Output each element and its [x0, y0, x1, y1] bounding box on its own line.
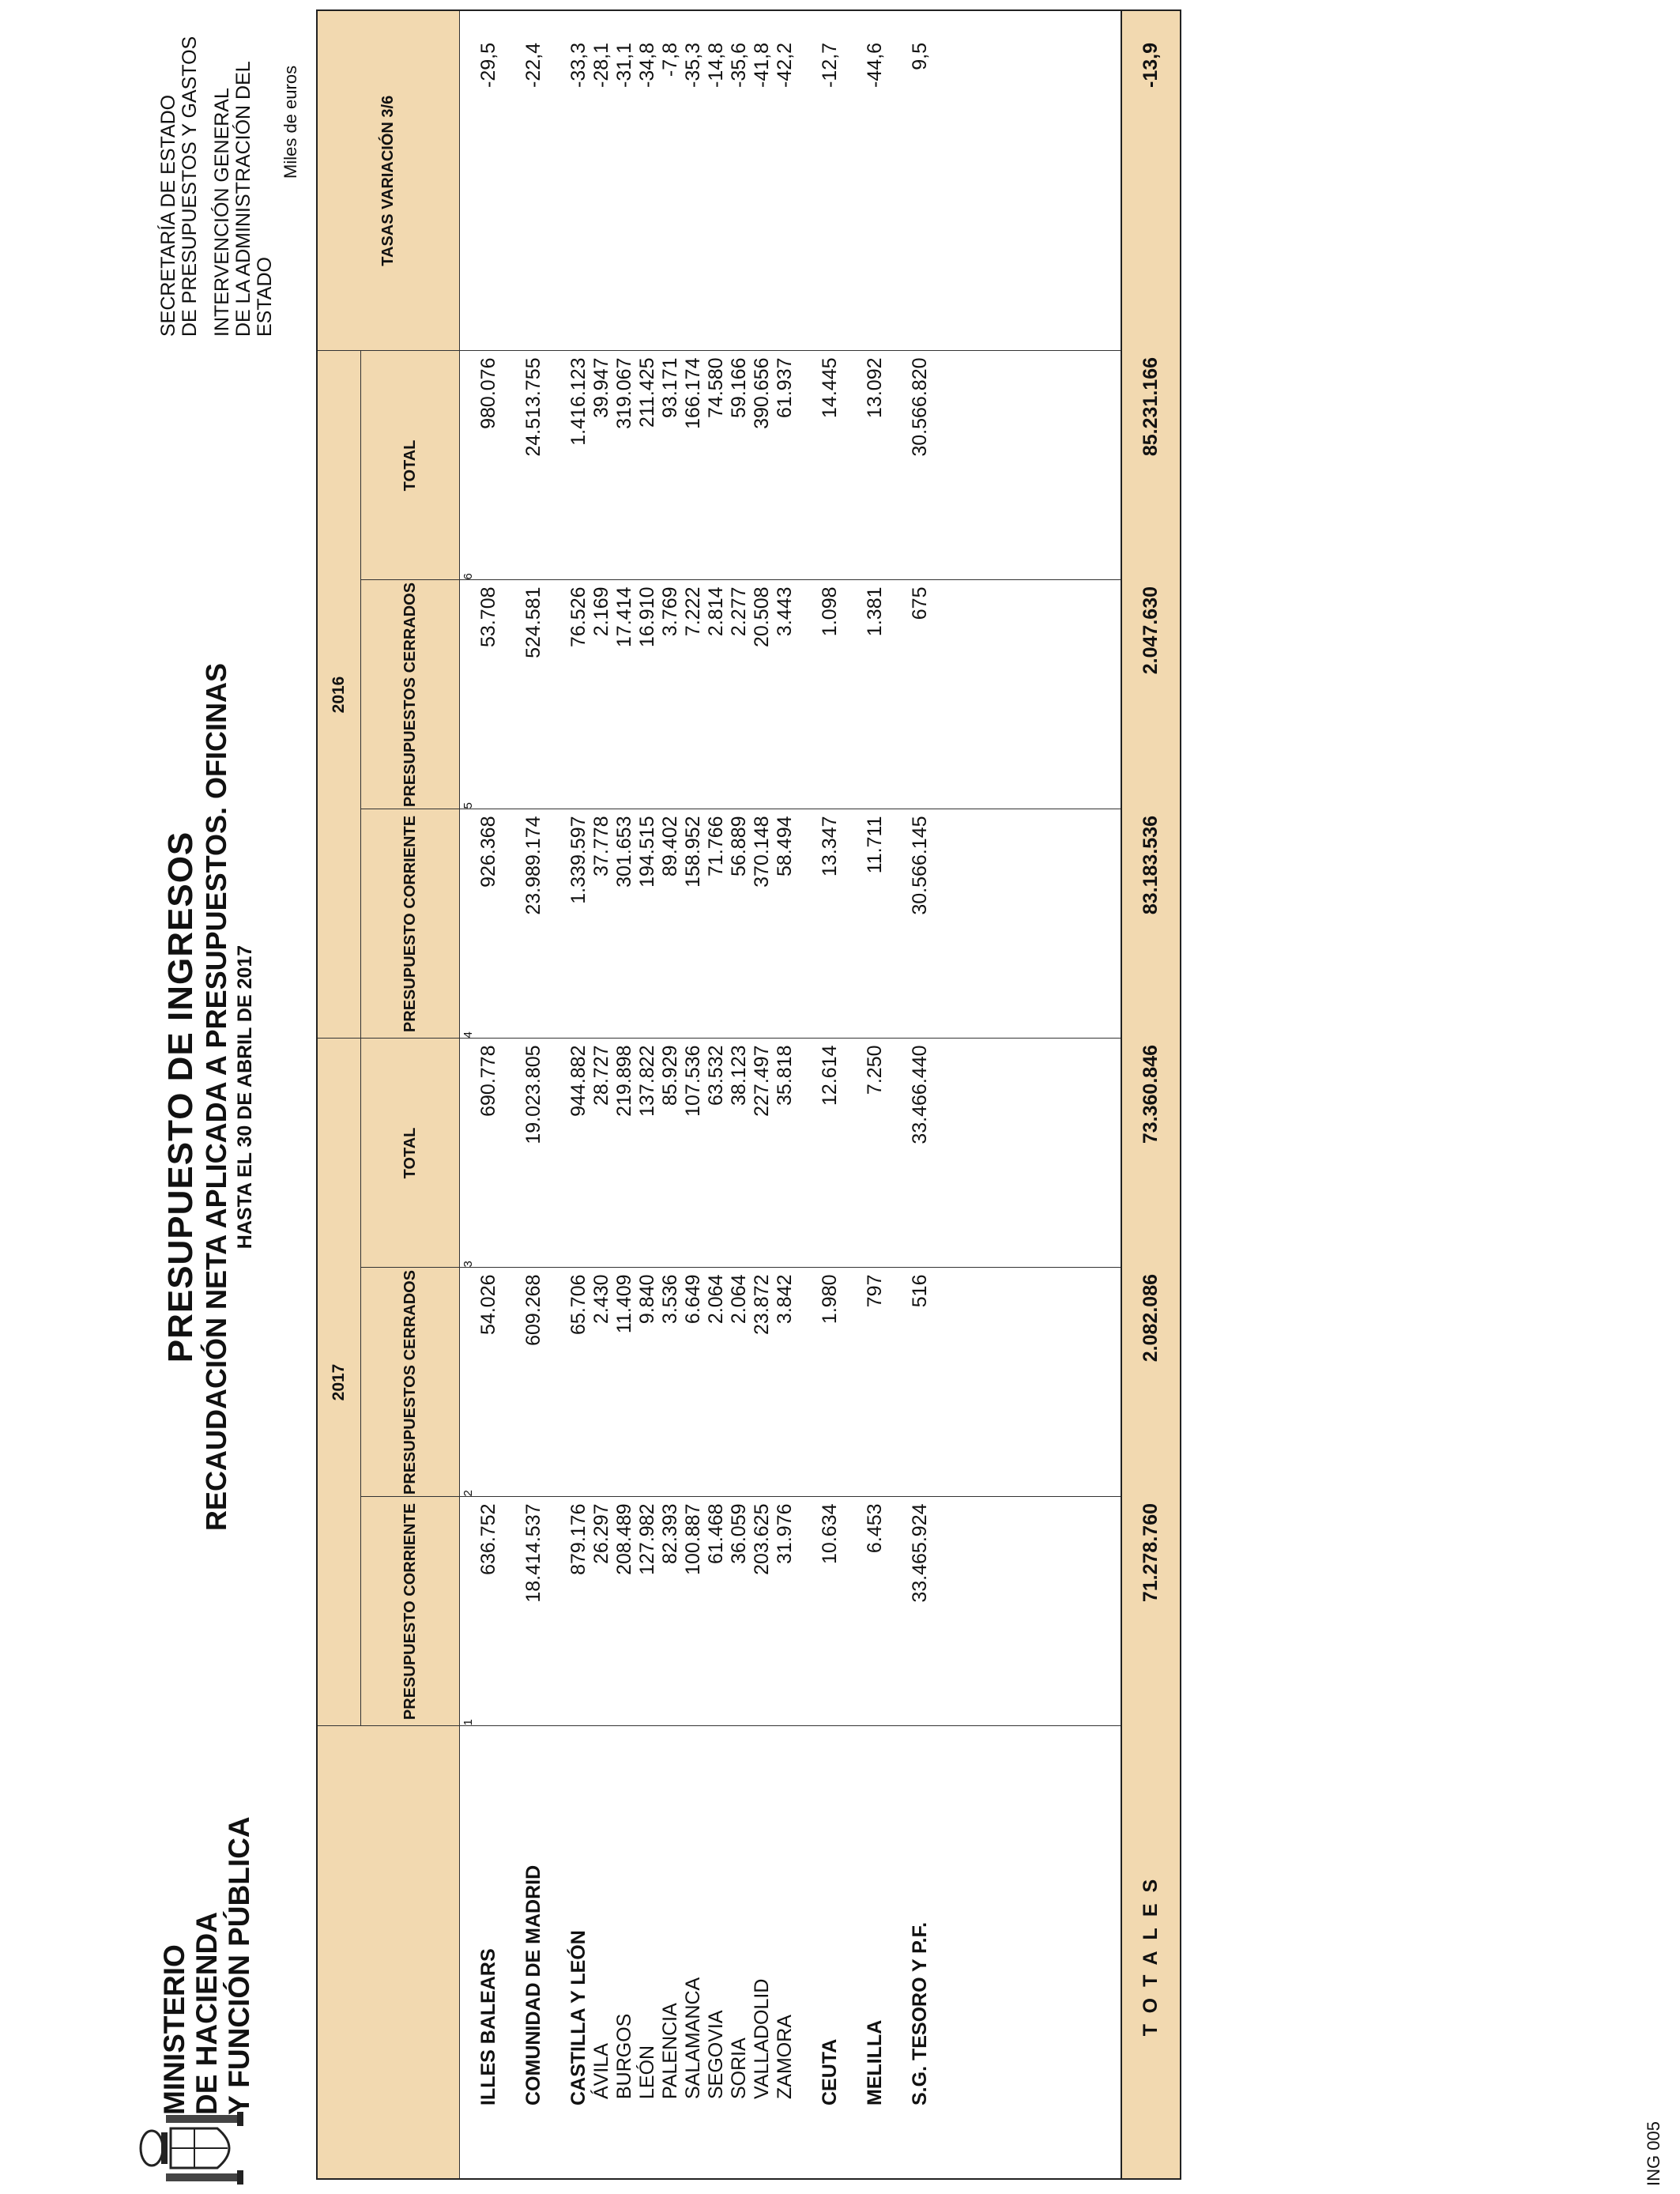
value-cell: 524.581: [522, 580, 545, 809]
row-label: ILLES BALEARS: [477, 1726, 500, 2179]
value-cell: 2.277: [728, 580, 751, 809]
table-row: [909, 10, 932, 2179]
total-cell: 2.082.086: [1121, 1268, 1181, 1497]
value-cell: 17.414: [613, 580, 636, 809]
value-cell: 301.653: [613, 809, 636, 1039]
row-label: ZAMORA: [774, 1726, 797, 2179]
value-cell: 3.536: [659, 1268, 682, 1497]
value-cell: 1.098: [819, 580, 842, 809]
variation-cell: -29,5: [477, 10, 500, 351]
value-cell: 23.989.174: [522, 809, 545, 1039]
row-label: PALENCIA: [659, 1726, 682, 2179]
variation-header: TASAS VARIACIÓN 3/6: [317, 10, 459, 351]
value-cell: 10.634: [819, 1497, 842, 1726]
value-cell: 36.059: [728, 1497, 751, 1726]
variation-cell: -31,1: [613, 10, 636, 351]
col-corriente-2016: PRESUPUESTO CORRIENTE: [360, 809, 459, 1039]
secretaria-block: SECRETARÍA DE ESTADO DE PRESUPUESTOS Y GASTOS INTERVENCIÓN GENERAL DE LA ADMINISTRACIÓN DEL ESTADO: [157, 36, 276, 337]
variation-cell: -22,4: [522, 10, 545, 351]
value-cell: 227.497: [751, 1039, 774, 1268]
value-cell: 71.766: [705, 809, 728, 1039]
value-cell: 390.656: [751, 351, 774, 580]
column-index: 6: [459, 351, 477, 580]
value-cell: 944.882: [567, 1039, 590, 1268]
value-cell: 980.076: [477, 351, 500, 580]
column-index: 5: [459, 580, 477, 809]
col-total-2016: TOTAL: [360, 351, 459, 580]
value-cell: 56.889: [728, 809, 751, 1039]
value-cell: 208.489: [613, 1497, 636, 1726]
variation-cell: -33,3: [567, 10, 590, 351]
value-cell: 2.064: [705, 1268, 728, 1497]
value-cell: 7.250: [864, 1039, 887, 1268]
col-cerrados-2017: PRESUPUESTOS CERRADOS: [360, 1268, 459, 1497]
table-row: [774, 10, 797, 2179]
value-cell: 1.339.597: [567, 809, 590, 1039]
header-empty: [317, 1726, 459, 2179]
value-cell: 127.982: [636, 1497, 659, 1726]
value-cell: 61.468: [705, 1497, 728, 1726]
page-subtitle: RECAUDACIÓN NETA APLICADA A PRESUPUESTOS. OFICINAS: [200, 662, 232, 1532]
value-cell: 7.222: [682, 580, 705, 809]
variation-cell: -41,8: [751, 10, 774, 351]
value-cell: 12.614: [819, 1039, 842, 1268]
variation-cell: -12,7: [819, 10, 842, 351]
table-row: [636, 10, 659, 2179]
value-cell: 879.176: [567, 1497, 590, 1726]
value-cell: 2.169: [590, 580, 613, 809]
value-cell: 85.929: [659, 1039, 682, 1268]
value-cell: 3.842: [774, 1268, 797, 1497]
value-cell: 14.445: [819, 351, 842, 580]
total-cell: 2.047.630: [1121, 580, 1181, 809]
column-index: 3: [459, 1039, 477, 1268]
value-cell: 9.840: [636, 1268, 659, 1497]
spacer-row: [887, 10, 909, 2179]
value-cell: 636.752: [477, 1497, 500, 1726]
value-cell: 194.515: [636, 809, 659, 1039]
budget-table: [316, 9, 1181, 2180]
row-label: SALAMANCA: [682, 1726, 705, 2179]
value-cell: 797: [864, 1268, 887, 1497]
year-header-2016: 2016: [317, 351, 360, 1039]
row-label: COMUNIDAD DE MADRID: [522, 1726, 545, 2179]
value-cell: 54.026: [477, 1268, 500, 1497]
value-cell: 2.814: [705, 580, 728, 809]
value-cell: 1.416.123: [567, 351, 590, 580]
spacer-row: [797, 10, 819, 2179]
row-label: MELILLA: [864, 1726, 887, 2179]
value-cell: 2.430: [590, 1268, 613, 1497]
value-cell: 61.937: [774, 351, 797, 580]
value-cell: 211.425: [636, 351, 659, 580]
value-cell: 6.453: [864, 1497, 887, 1726]
value-cell: 1.980: [819, 1268, 842, 1497]
table-row: [864, 10, 887, 2179]
value-cell: 89.402: [659, 809, 682, 1039]
value-cell: 203.625: [751, 1497, 774, 1726]
variation-cell: -7,8: [659, 10, 682, 351]
units-label: Miles de euros: [281, 65, 300, 179]
value-cell: 65.706: [567, 1268, 590, 1497]
value-cell: 93.171: [659, 351, 682, 580]
value-cell: 18.414.537: [522, 1497, 545, 1726]
value-cell: 158.952: [682, 809, 705, 1039]
variation-cell: -28,1: [590, 10, 613, 351]
value-cell: 30.566.820: [909, 351, 932, 580]
table-row: [522, 10, 545, 2179]
total-cell: 73.360.846: [1121, 1039, 1181, 1268]
value-cell: 35.818: [774, 1039, 797, 1268]
value-cell: 6.649: [682, 1268, 705, 1497]
value-cell: 13.347: [819, 809, 842, 1039]
row-label: CEUTA: [819, 1726, 842, 2179]
value-cell: 23.872: [751, 1268, 774, 1497]
value-cell: 137.822: [636, 1039, 659, 1268]
value-cell: 19.023.805: [522, 1039, 545, 1268]
value-cell: 2.064: [728, 1268, 751, 1497]
column-index: 1: [459, 1497, 477, 1726]
value-cell: 28.727: [590, 1039, 613, 1268]
spacer-row: [545, 10, 567, 2179]
value-cell: 76.526: [567, 580, 590, 809]
variation-cell: -34,8: [636, 10, 659, 351]
variation-cell: -44,6: [864, 10, 887, 351]
row-label: LEÓN: [636, 1726, 659, 2179]
table-row: [590, 10, 613, 2179]
value-cell: 11.409: [613, 1268, 636, 1497]
col-cerrados-2016: PRESUPUESTOS CERRADOS: [360, 580, 459, 809]
row-label: ÁVILA: [590, 1726, 613, 2179]
total-cell: 85.231.166: [1121, 351, 1181, 580]
column-index: 2: [459, 1268, 477, 1497]
table-row: [751, 10, 774, 2179]
totals-row: [1121, 10, 1181, 2179]
value-cell: 26.297: [590, 1497, 613, 1726]
row-label: S.G. TESORO Y P.F.: [909, 1726, 932, 2179]
year-header-2017: 2017: [317, 1039, 360, 1726]
value-cell: 24.513.755: [522, 351, 545, 580]
total-cell: 83.183.536: [1121, 809, 1181, 1039]
value-cell: 30.566.145: [909, 809, 932, 1039]
table-row: [728, 10, 751, 2179]
variation-cell: -42,2: [774, 10, 797, 351]
value-cell: 107.536: [682, 1039, 705, 1268]
value-cell: 370.148: [751, 809, 774, 1039]
value-cell: 63.532: [705, 1039, 728, 1268]
value-cell: 219.898: [613, 1039, 636, 1268]
date-line: HASTA EL 30 DE ABRIL DE 2017: [234, 944, 256, 1250]
table-row: [659, 10, 682, 2179]
spacer-row: [842, 10, 864, 2179]
value-cell: 74.580: [705, 351, 728, 580]
variation-cell: -35,6: [728, 10, 751, 351]
value-cell: 31.976: [774, 1497, 797, 1726]
total-variation: -13,9: [1121, 10, 1181, 351]
value-cell: 33.465.924: [909, 1497, 932, 1726]
totals-label: TOTALES: [1121, 1726, 1181, 2179]
value-cell: 53.708: [477, 580, 500, 809]
row-label: SORIA: [728, 1726, 751, 2179]
spacer-row: [500, 10, 522, 2179]
ministry-name: MINISTERIO DE HACIENDA Y FUNCIÓN PÚBLICA: [158, 1816, 255, 2115]
row-label: VALLADOLID: [751, 1726, 774, 2179]
table-row: [477, 10, 500, 2179]
value-cell: 166.174: [682, 351, 705, 580]
table-row: [705, 10, 728, 2179]
value-cell: 1.381: [864, 580, 887, 809]
value-cell: 100.887: [682, 1497, 705, 1726]
value-cell: 675: [909, 580, 932, 809]
form-code: ING 005: [1644, 2121, 1663, 2186]
value-cell: 3.443: [774, 580, 797, 809]
variation-cell: -14,8: [705, 10, 728, 351]
row-label: SEGOVIA: [705, 1726, 728, 2179]
value-cell: 39.947: [590, 351, 613, 580]
total-cell: 71.278.760: [1121, 1497, 1181, 1726]
value-cell: 13.092: [864, 351, 887, 580]
table-row: [613, 10, 636, 2179]
page-title: PRESUPUESTO DE INGRESOS: [161, 831, 200, 1363]
value-cell: 690.778: [477, 1039, 500, 1268]
row-label: CASTILLA Y LEÓN: [567, 1726, 590, 2179]
value-cell: 3.769: [659, 580, 682, 809]
value-cell: 11.711: [864, 809, 887, 1039]
value-cell: 58.494: [774, 809, 797, 1039]
value-cell: 16.910: [636, 580, 659, 809]
value-cell: 926.368: [477, 809, 500, 1039]
table-row: [567, 10, 590, 2179]
col-corriente-2017: PRESUPUESTO CORRIENTE: [360, 1497, 459, 1726]
value-cell: 33.466.440: [909, 1039, 932, 1268]
row-label: BURGOS: [613, 1726, 636, 2179]
variation-cell: -35,3: [682, 10, 705, 351]
col-total-2017: TOTAL: [360, 1039, 459, 1268]
value-cell: 516: [909, 1268, 932, 1497]
column-index: 4: [459, 809, 477, 1039]
value-cell: 59.166: [728, 351, 751, 580]
value-cell: 609.268: [522, 1268, 545, 1497]
table-row: [819, 10, 842, 2179]
value-cell: 319.067: [613, 351, 636, 580]
value-cell: 38.123: [728, 1039, 751, 1268]
variation-cell: 9,5: [909, 10, 932, 351]
value-cell: 37.778: [590, 809, 613, 1039]
table-body: [459, 10, 932, 2179]
table-row: [682, 10, 705, 2179]
value-cell: 82.393: [659, 1497, 682, 1726]
value-cell: 20.508: [751, 580, 774, 809]
